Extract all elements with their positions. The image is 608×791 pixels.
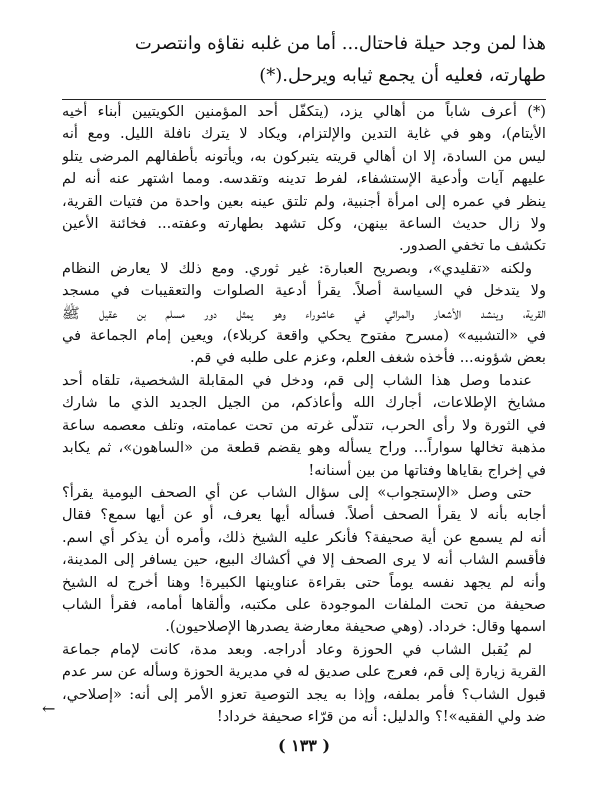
footnote-line: مذهبة تخالها سواراً... وراح يسأله وهو يقضم قطعة من «الساهون»، ثم يكابد bbox=[62, 439, 546, 457]
footnote-line: القرية، وينشد الأشعار والمراثي في عاشوراء وهو يمثل دور مسلم بن عقيل ﷺ bbox=[62, 304, 546, 322]
footnote-separator bbox=[62, 99, 546, 100]
footnote-line: عليهم آيات وأدعية الإستشفاء، لفرط تدينه وتقدسه. ومما اشتهر عنه أنه لم bbox=[62, 170, 546, 188]
footnote-line: اسمها وقال: خرداد. (وهي صحيفة معارضة يصدرها الإصلاحيون). bbox=[165, 618, 546, 636]
footnote-line: قبول الشاب؟ فأمر بملفه، وإذا به يجد التوصية تعزو الأمر إلى أنه: «إصلاحي، bbox=[62, 685, 546, 703]
main-text-line: هذا لمن وجد حيلة فاحتال... أما من غلبه نقاؤه وانتصرت bbox=[134, 33, 546, 54]
footnote-line: وأنه لم يجهد نفسه يوماً حتى بقراءة عناوينها الكبيرة! وهنا أخرج له الشيخ bbox=[62, 573, 546, 591]
footnote-block bbox=[62, 101, 546, 728]
footnote-line: ليس من السادة، إلا ان أهالي قريته يتبركون به، ويأتونه بأطفالهم المرضى يتلو bbox=[62, 147, 546, 165]
footnote-line: ولا يتدخل في السياسة أصلاً. يقرأ أدعية الصلوات والتعقيبات في مسجد bbox=[62, 282, 546, 300]
footnote-line: ولكنه «تقليدي»، وبصريح العبارة: غير ثوري. ومع ذلك لا يعارض النظام bbox=[62, 259, 532, 277]
footnote-line: الأيتام)، وهو في غاية التدين والإلتزام، ويكاد لا يترك نافلة الليل. ومع أنه bbox=[62, 125, 546, 143]
footnote-line: ضد ولي الفقيه»!؟ والدليل: أنه من قرّاء صحيفة خرداد! bbox=[216, 707, 546, 725]
footnote-line: بعض شؤونه... فأخذه شغف العلم، وعزم على طلبه في قم. bbox=[190, 349, 546, 367]
footnote-line: في الثورة ولا رأى الحرب، تتدلّى غرته من تحت عمامته، وتلف معصمه ساعة bbox=[62, 416, 546, 434]
footnote-line: القرية زيارة إلى قم، فعرج على صديق له في مديرية الحوزة وسأله عن سر عدم bbox=[62, 663, 546, 681]
main-text bbox=[60, 28, 546, 92]
footnote-line: تكشف ما تخفي الصدور. bbox=[398, 237, 546, 255]
footnote-line: عندما وصل هذا الشاب إلى قم، ودخل في المقابلة الشخصية، تلقاه أحد bbox=[62, 371, 532, 389]
footnote-line: فأقسم الشاب أنه لا يرى الصحف إلا في أكشاك البيع، حين يسافر إلى المدينة، bbox=[62, 551, 546, 569]
footnote-line: في «التشبيه» (مسرح مفتوح يحكي واقعة كربلاء)، ويعين إمام الجماعة في bbox=[62, 327, 546, 345]
footnote-line: أنه لم يسمع عن أية صحيفة؟ فأنكر عليه الشيخ ذلك، وأمره أن يذكر أي اسم. bbox=[62, 528, 546, 546]
footnote-line: في إخراج بقاياها وفتاتها من بين أسنانه! bbox=[308, 461, 546, 479]
footnote-line: لم يُقبل الشاب في الحوزة وعاد أدراجه. وبعد مدة، كانت لإمام جماعة bbox=[62, 640, 532, 658]
main-text-line: طهارته، فعليه أن يجمع ثيابه ويرحل.(*) bbox=[259, 65, 546, 86]
footnote-line: (*) أعرف شاباً من أهالي يزد، (يتكفّل أحد المؤمنين الكويتيين أبناء أخيه bbox=[62, 103, 546, 120]
footnote-line: حتى وصل «الإستجواب» إلى سؤال الشاب عن أي الصحف اليومية يقرأ؟ bbox=[62, 483, 532, 501]
footnote-line: مشايخ الإطلاعات، أجارك الله وأعاذكم، من الجيل الجديد الذي ما شارك bbox=[62, 394, 546, 412]
footnote-line: ولا زال حديث الساعة بينهن، وكل تشهد بطهارته وعفته... فخائنة الأعين bbox=[62, 215, 546, 233]
continuation-arrow-icon: ← bbox=[42, 699, 56, 718]
footnote-line: صحيفة من تحت الملفات الموجودة على مكتبه، وألقاها أمامه، فقرأ الشاب bbox=[62, 595, 546, 613]
page-number: ( ١٣٣ ) bbox=[277, 736, 331, 755]
footnote-line: أجابه بأنه لا يقرأ الصحف أصلاً. فسأله أيها يعرف، أو عن أيها سمع؟ فقال bbox=[62, 506, 546, 524]
footnote-line: ينظر في عمره إلى امرأة أجنبية، ولم تلتق عينه بعين واحدة من فتيات القرية، bbox=[62, 192, 546, 210]
